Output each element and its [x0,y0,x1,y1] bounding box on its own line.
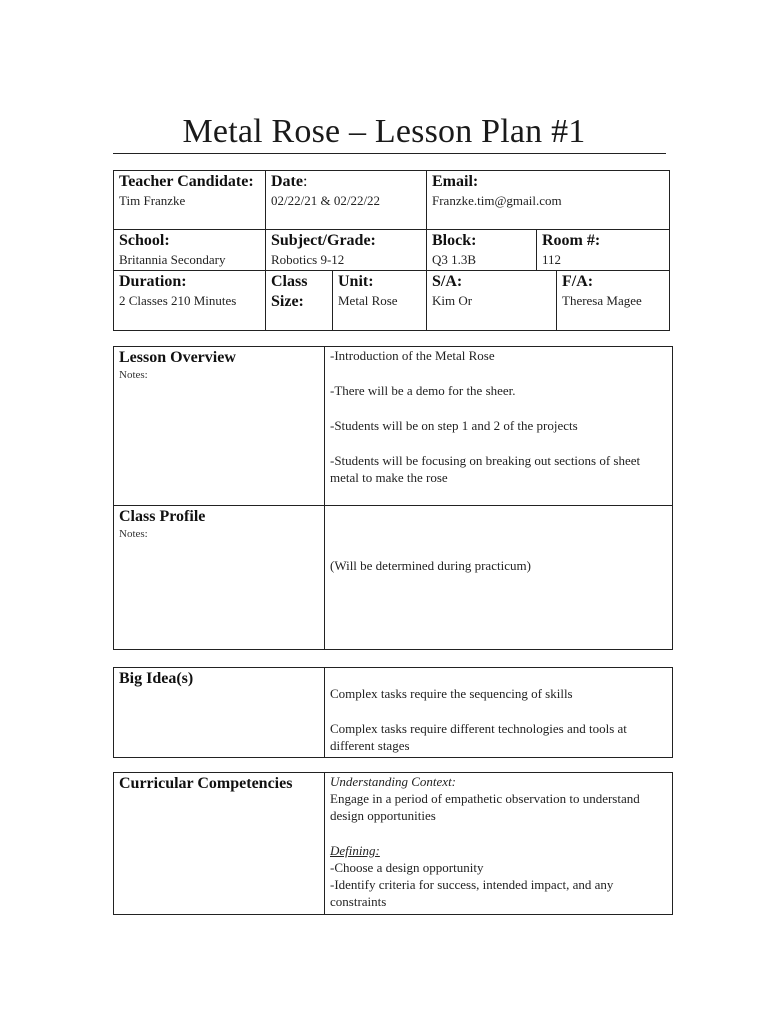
date-value: 02/22/21 & 02/22/22 [271,193,381,208]
room-label: Room #: [542,232,601,249]
teacher-value: Tim Franzke [119,193,186,208]
defining-line: -Choose a design opportunity [330,860,484,875]
sa-value: Kim Or [432,293,473,308]
school-cell [114,230,266,271]
email-cell [427,171,670,230]
understanding-context-heading: Understanding Context: [330,774,457,789]
competencies-label: Curricular Competencies [119,775,293,792]
block-cell [427,230,537,271]
big-ideas-content [325,668,673,758]
unit-cell [333,271,427,331]
page-title: Metal Rose – Lesson Plan #1 [182,113,586,150]
lesson-overview-label: Lesson Overview [119,349,236,366]
subject-label: Subject/Grade: [271,232,376,249]
sa-label: S/A: [432,273,463,290]
overview-table [113,346,673,650]
class-size-cell [266,271,333,331]
overview-item: -Students will be on step 1 and 2 of the projects [330,418,578,433]
big-ideas-label: Big Idea(s) [119,670,194,687]
block-value: Q3 1.3B [432,252,477,267]
overview-item: -There will be a demo for the sheer. [330,383,516,398]
subject-value: Robotics 9-12 [271,252,345,267]
duration-value: 2 Classes 210 Minutes [119,293,237,308]
class-profile-label: Class Profile [119,508,206,525]
big-ideas-table [113,667,673,758]
duration-label: Duration: [119,273,187,290]
lesson-overview-content [325,347,673,506]
room-cell [537,230,670,271]
competencies-label-cell [114,773,325,915]
unit-label: Unit: [338,273,374,290]
school-label: School: [119,232,170,249]
sa-cell [427,271,557,331]
unit-value: Metal Rose [338,293,398,308]
teacher-cell [114,171,266,230]
subject-cell [266,230,427,271]
title-divider [113,153,666,154]
competencies-table [113,772,673,915]
class-size-label: Class Size: [271,273,308,310]
fa-cell [557,271,670,331]
school-value: Britannia Secondary [119,252,226,267]
big-ideas-label-cell [114,668,325,758]
big-idea-item: Complex tasks require the sequencing of skills [330,686,573,701]
class-profile-label-cell [114,506,325,650]
overview-item: -Students will be focusing on breaking out sections of sheet metal to make the rose [330,453,641,485]
class-profile-content [325,506,673,650]
teacher-label: Teacher Candidate: [119,173,254,190]
class-profile-notes: Notes: [119,528,148,540]
header-info-table [113,170,670,331]
defining-heading: Defining: [330,843,380,858]
class-profile-value: (Will be determined during practicum) [330,558,531,573]
fa-value: Theresa Magee [562,293,642,308]
understanding-context-text: Engage in a period of empathetic observation to understand design opportunities [330,791,640,823]
email-label: Email: [432,173,479,190]
email-value: Franzke.tim@gmail.com [432,193,562,208]
competencies-content [325,773,673,915]
duration-cell [114,271,266,331]
block-label: Block: [432,232,477,249]
defining-line: -Identify criteria for success, intended impact, and any constraints [330,877,614,909]
room-value: 112 [542,252,562,267]
lesson-overview-label-cell [114,347,325,506]
lesson-overview-notes: Notes: [119,369,148,381]
date-label: Date: [271,173,308,190]
date-cell [266,171,427,230]
overview-item: -Introduction of the Metal Rose [330,348,495,363]
big-idea-item: Complex tasks require different technologies and tools at different stages [330,721,627,753]
fa-label: F/A: [562,273,594,290]
